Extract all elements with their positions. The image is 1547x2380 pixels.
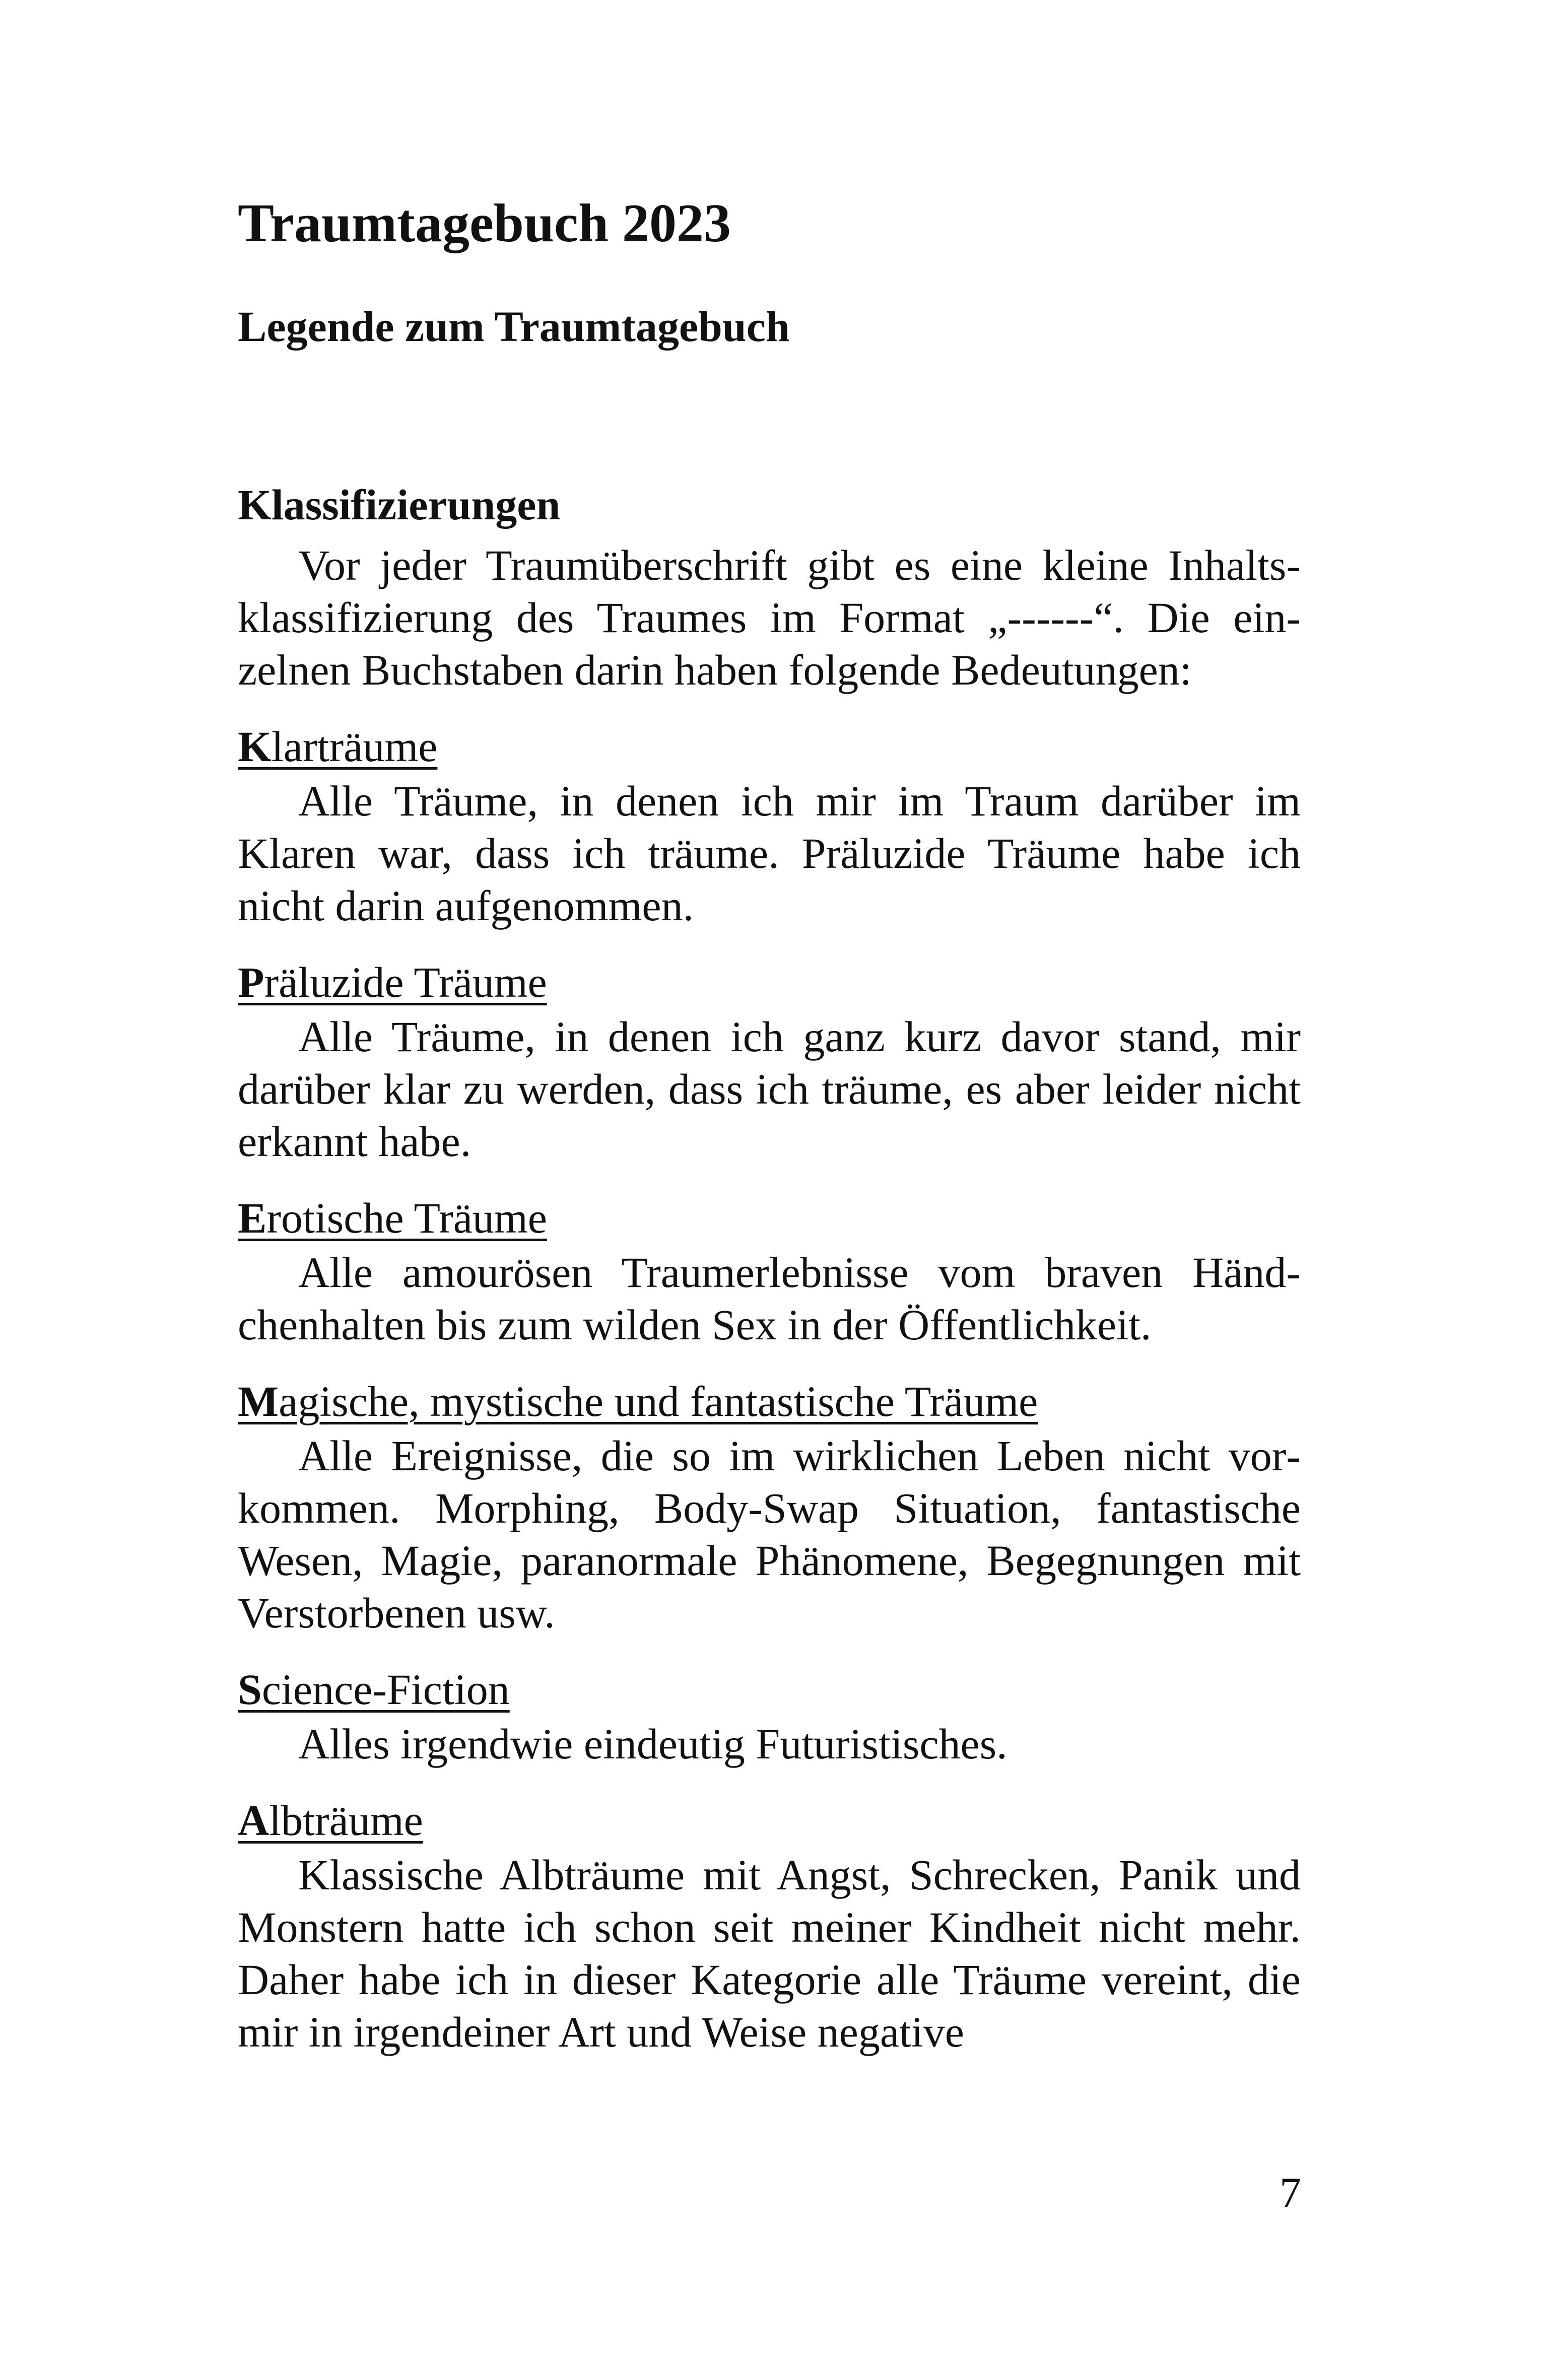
section-heading: Klassifizierungen — [238, 481, 561, 529]
entry-text: Alles irgendwie eindeutig Futuristisches. — [298, 1720, 1007, 1768]
entry-letter: A — [238, 1796, 270, 1845]
page-subtitle: Legende zum Traumtagebuch — [238, 302, 790, 351]
entry-klartraeume — [238, 720, 1301, 932]
entry-heading — [238, 1794, 1301, 1847]
entry-heading — [238, 1663, 1301, 1716]
entry-science-fiction — [238, 1663, 1301, 1770]
entry-heading-rest: cience-Fiction — [261, 1665, 510, 1714]
entry-heading-rest: larträume — [271, 722, 438, 771]
entry-heading — [238, 1192, 1301, 1244]
entry-text: Alle amourösen Traumerlebnisse vom braven Händchenhalten bis zum wilden Sex in der Öffentlichkeit. — [238, 1248, 1301, 1349]
entry-letter: M — [238, 1377, 279, 1425]
entry-heading-rest: agische, mystische und fantastische Träume — [279, 1377, 1038, 1425]
entry-text: Alle Träume, in denen ich ganz kurz davor stand, mir darüber klar zu werden, dass ich träume, es aber leider nicht erkannt habe. — [238, 1012, 1301, 1166]
entry-heading-rest: rotische Träume — [266, 1194, 547, 1242]
entry-text: Alle Träume, in denen ich mir im Traum darüber im Klaren war, dass ich träume. Präluzide Träume habe ich nicht darin aufgenommen. — [238, 777, 1301, 930]
entry-letter: E — [238, 1194, 267, 1242]
page-number: 7 — [1280, 2168, 1301, 2217]
entry-letter: P — [238, 958, 264, 1006]
entry-heading-rest: räluzide Träume — [264, 958, 547, 1006]
entry-letter: K — [238, 722, 272, 771]
entry-heading-rest: lbträume — [269, 1796, 423, 1845]
entry-heading — [238, 1375, 1301, 1427]
entry-text: Alle Ereignisse, die so im wirklichen Leben nicht vorkommen. Morphing, Body-Swap Situation, fantastische Wesen, Magie, paranormale Phänomene, Begegnungen mit Verstorbenen usw. — [238, 1432, 1301, 1637]
entry-letter: S — [238, 1665, 262, 1714]
entry-albtraeume — [238, 1794, 1301, 2058]
entry-heading — [238, 720, 1301, 773]
entry-magische-traeume — [238, 1375, 1301, 1639]
page-title: Traumtagebuch 2023 — [238, 193, 731, 253]
entry-text: Klassische Albträume mit Angst, Schrecken, Panik und Monstern hatte ich schon seit meiner Kindheit nicht mehr. Daher habe ich in dieser Kategorie alle Träume vereint, die mir in irgendeiner Art und Weise negative — [238, 1851, 1301, 2056]
page-body — [238, 479, 1301, 2058]
intro-paragraph: Vor jeder Traumüberschrift gibt es eine kleine Inhaltsklassifizierung des Traumes im Format „------“. Die einzelnen Buchstaben darin haben folgende Bedeutungen: — [238, 541, 1301, 694]
entry-erotische-traeume — [238, 1192, 1301, 1351]
entry-praeluzide-traeume — [238, 956, 1301, 1168]
entry-heading — [238, 956, 1301, 1008]
